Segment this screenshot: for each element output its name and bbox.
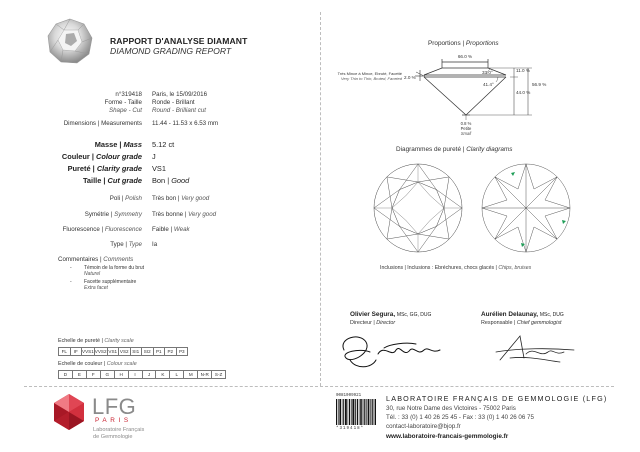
shape-value: Ronde - Brillant [152, 99, 195, 106]
colour-grade: N-R [198, 371, 212, 378]
clarity-grade: VS1 [108, 349, 118, 354]
clarity-grade: FL [59, 348, 71, 355]
grade-cut-label: Taille | Cut grade [82, 176, 142, 185]
dimensions-value: 11.44 - 11.53 x 6.53 mm [152, 120, 219, 127]
shape-value-en: Round - Brilliant cut [152, 107, 206, 114]
logo-wordmark: LFG [92, 394, 137, 419]
fluorescence-value: Faible | Weak [152, 226, 190, 233]
crown-height: 11.0 % [516, 68, 530, 73]
colour-grade: J [143, 371, 157, 378]
inclusions-note: Inclusions | Inclusions : Ebréchures, chocs glacés | Chips, bruises [380, 265, 532, 271]
clarity-grade: P3 [178, 349, 185, 354]
pavilion-depth: 44.0 % [516, 90, 531, 95]
girdle-pct: 2.0 % [404, 75, 416, 80]
colour-scale-title: Echelle de couleur | Colour scale [58, 361, 137, 367]
clarity-scale [58, 347, 188, 356]
report-number: n°319418 [115, 91, 142, 98]
symmetry-label: Symétrie | Symmetry [84, 211, 142, 218]
polish-label: Poli | Polish [109, 195, 142, 202]
signature-1 [336, 330, 448, 372]
lfg-logo-mark [50, 392, 88, 432]
symmetry-value: Très bonne | Very good [152, 211, 217, 218]
signatory-2-role: Responsable | Chief gemmologist [481, 320, 562, 326]
proportions-diagram [320, 48, 620, 146]
logo-subtitle-2: de Gemmologie [93, 434, 133, 440]
crown-angle: 33.0° [482, 70, 493, 75]
comment-2-bullet: - [70, 279, 72, 285]
comment-1-fr: Témoin de la forme du brut [84, 265, 145, 271]
clarity-grade: SI2 [142, 348, 154, 355]
lab-email[interactable]: contact-laboratoire@bjop.fr [386, 423, 461, 430]
comment-1-en: Naturel [84, 271, 101, 277]
grade-colour-label: Couleur | Colour grade [61, 152, 142, 161]
table-pct: 66.0 % [457, 54, 473, 59]
proportions-title: Proportions | Proportions [428, 40, 499, 47]
comment-1-bullet: - [70, 265, 72, 271]
colour-grade: F [87, 371, 101, 378]
inclusion-mark [562, 220, 566, 224]
culet-pct: 0.8 % [460, 121, 472, 126]
signatory-1-role: Directeur | Director [350, 320, 396, 326]
crown-view-diagram [368, 158, 468, 258]
logo-city: PARIS [95, 417, 132, 424]
grade-mass-label: Masse | Mass [94, 140, 142, 149]
lab-address: 30, rue Notre Dame des Victoires - 75002 Paris [386, 405, 516, 412]
culet-size-en: Small [460, 131, 472, 136]
clarity-grade: VVS2 [94, 349, 107, 354]
colour-scale [58, 370, 226, 379]
colour-grade: S-Z [214, 372, 223, 377]
clarity-diagrams-title: Diagrammes de pureté | Clarity diagrams [396, 146, 513, 153]
signatory-2-name: Aurélien Delaunay, MSc, DUG [481, 311, 564, 318]
colour-grade: M [184, 371, 198, 378]
colour-grade: K [156, 371, 170, 378]
grade-clarity-label: Pureté | Clarity grade [67, 164, 142, 173]
clarity-grade: VVS1 [82, 349, 94, 354]
report-date: Paris, le 15/09/2016 [152, 91, 208, 98]
lab-name: LABORATOIRE FRANÇAIS DE GEMMOLOGIE (LFG) [386, 394, 608, 403]
colour-grade: E [73, 371, 87, 378]
colour-grade: L [170, 371, 184, 378]
clarity-scale-title: Echelle de pureté | Clarity scale [58, 338, 134, 344]
horizontal-fold-line [24, 386, 614, 387]
barcode [336, 399, 376, 425]
type-value: Ia [152, 241, 158, 248]
lab-phone: Tél. : 33 (0) 1 40 26 25 45 - Fax : 33 (0) 1 40 26 06 75 [386, 414, 534, 421]
type-label: Type | Type [110, 241, 142, 248]
shape-label: Forme - Taille [104, 99, 142, 106]
barcode-bottom-number: *319418* [336, 427, 365, 431]
clarity-grade: P2 [165, 348, 177, 355]
lab-website[interactable]: www.laboratoire-francais-gemmologie.fr [386, 433, 509, 440]
polish-value: Très bon | Very good [152, 195, 210, 202]
dimensions-label: Dimensions | Measurements [63, 120, 142, 127]
comments-title: Commentaires | Comments [58, 256, 134, 263]
grade-cut-value: Bon | Good [152, 176, 190, 185]
grade-clarity-value: VS1 [152, 164, 166, 173]
barcode-top-number: 0081009921 [336, 394, 362, 398]
inclusion-mark [511, 172, 515, 176]
colour-grade: G [101, 371, 115, 378]
pavilion-view-diagram [476, 158, 576, 258]
clarity-grade: P1 [154, 348, 166, 355]
fluorescence-label: Fluorescence | Fluorescence [62, 226, 142, 233]
grade-colour-value: J [152, 152, 156, 161]
signature-2 [490, 328, 580, 370]
colour-grade: D [59, 371, 73, 378]
culet-size: Petite [460, 126, 472, 131]
total-depth: 56.9 % [532, 82, 547, 87]
clarity-grade: IF [71, 348, 83, 355]
comment-2-en: Extra facet [84, 285, 108, 291]
shape-label-en: Shape - Cut [108, 107, 142, 114]
report-title: RAPPORT D'ANALYSE DIAMANT [110, 36, 248, 46]
logo-subtitle-1: Laboratoire Français [93, 427, 145, 433]
signatory-1-name: Olivier Segura, MSc, GG, DUG [350, 311, 432, 318]
grade-mass-value: 5.12 ct [152, 140, 175, 149]
comment-2-fr: Facette supplémentaire [84, 279, 137, 285]
colour-grade: I [129, 371, 143, 378]
colour-grade: H [115, 371, 129, 378]
clarity-grade: SI1 [131, 348, 143, 355]
clarity-grade: VS2 [119, 349, 129, 354]
girdle-description-en: Very Thin to Thin, Bruted, Faceted [341, 76, 402, 81]
girdle-description: Très Mince à Mince, Ebruté, Facetté [337, 71, 402, 76]
pavilion-angle: 41.4° [483, 82, 494, 87]
report-subtitle: DIAMOND GRADING REPORT [110, 46, 232, 56]
diamond-photo [44, 16, 96, 66]
